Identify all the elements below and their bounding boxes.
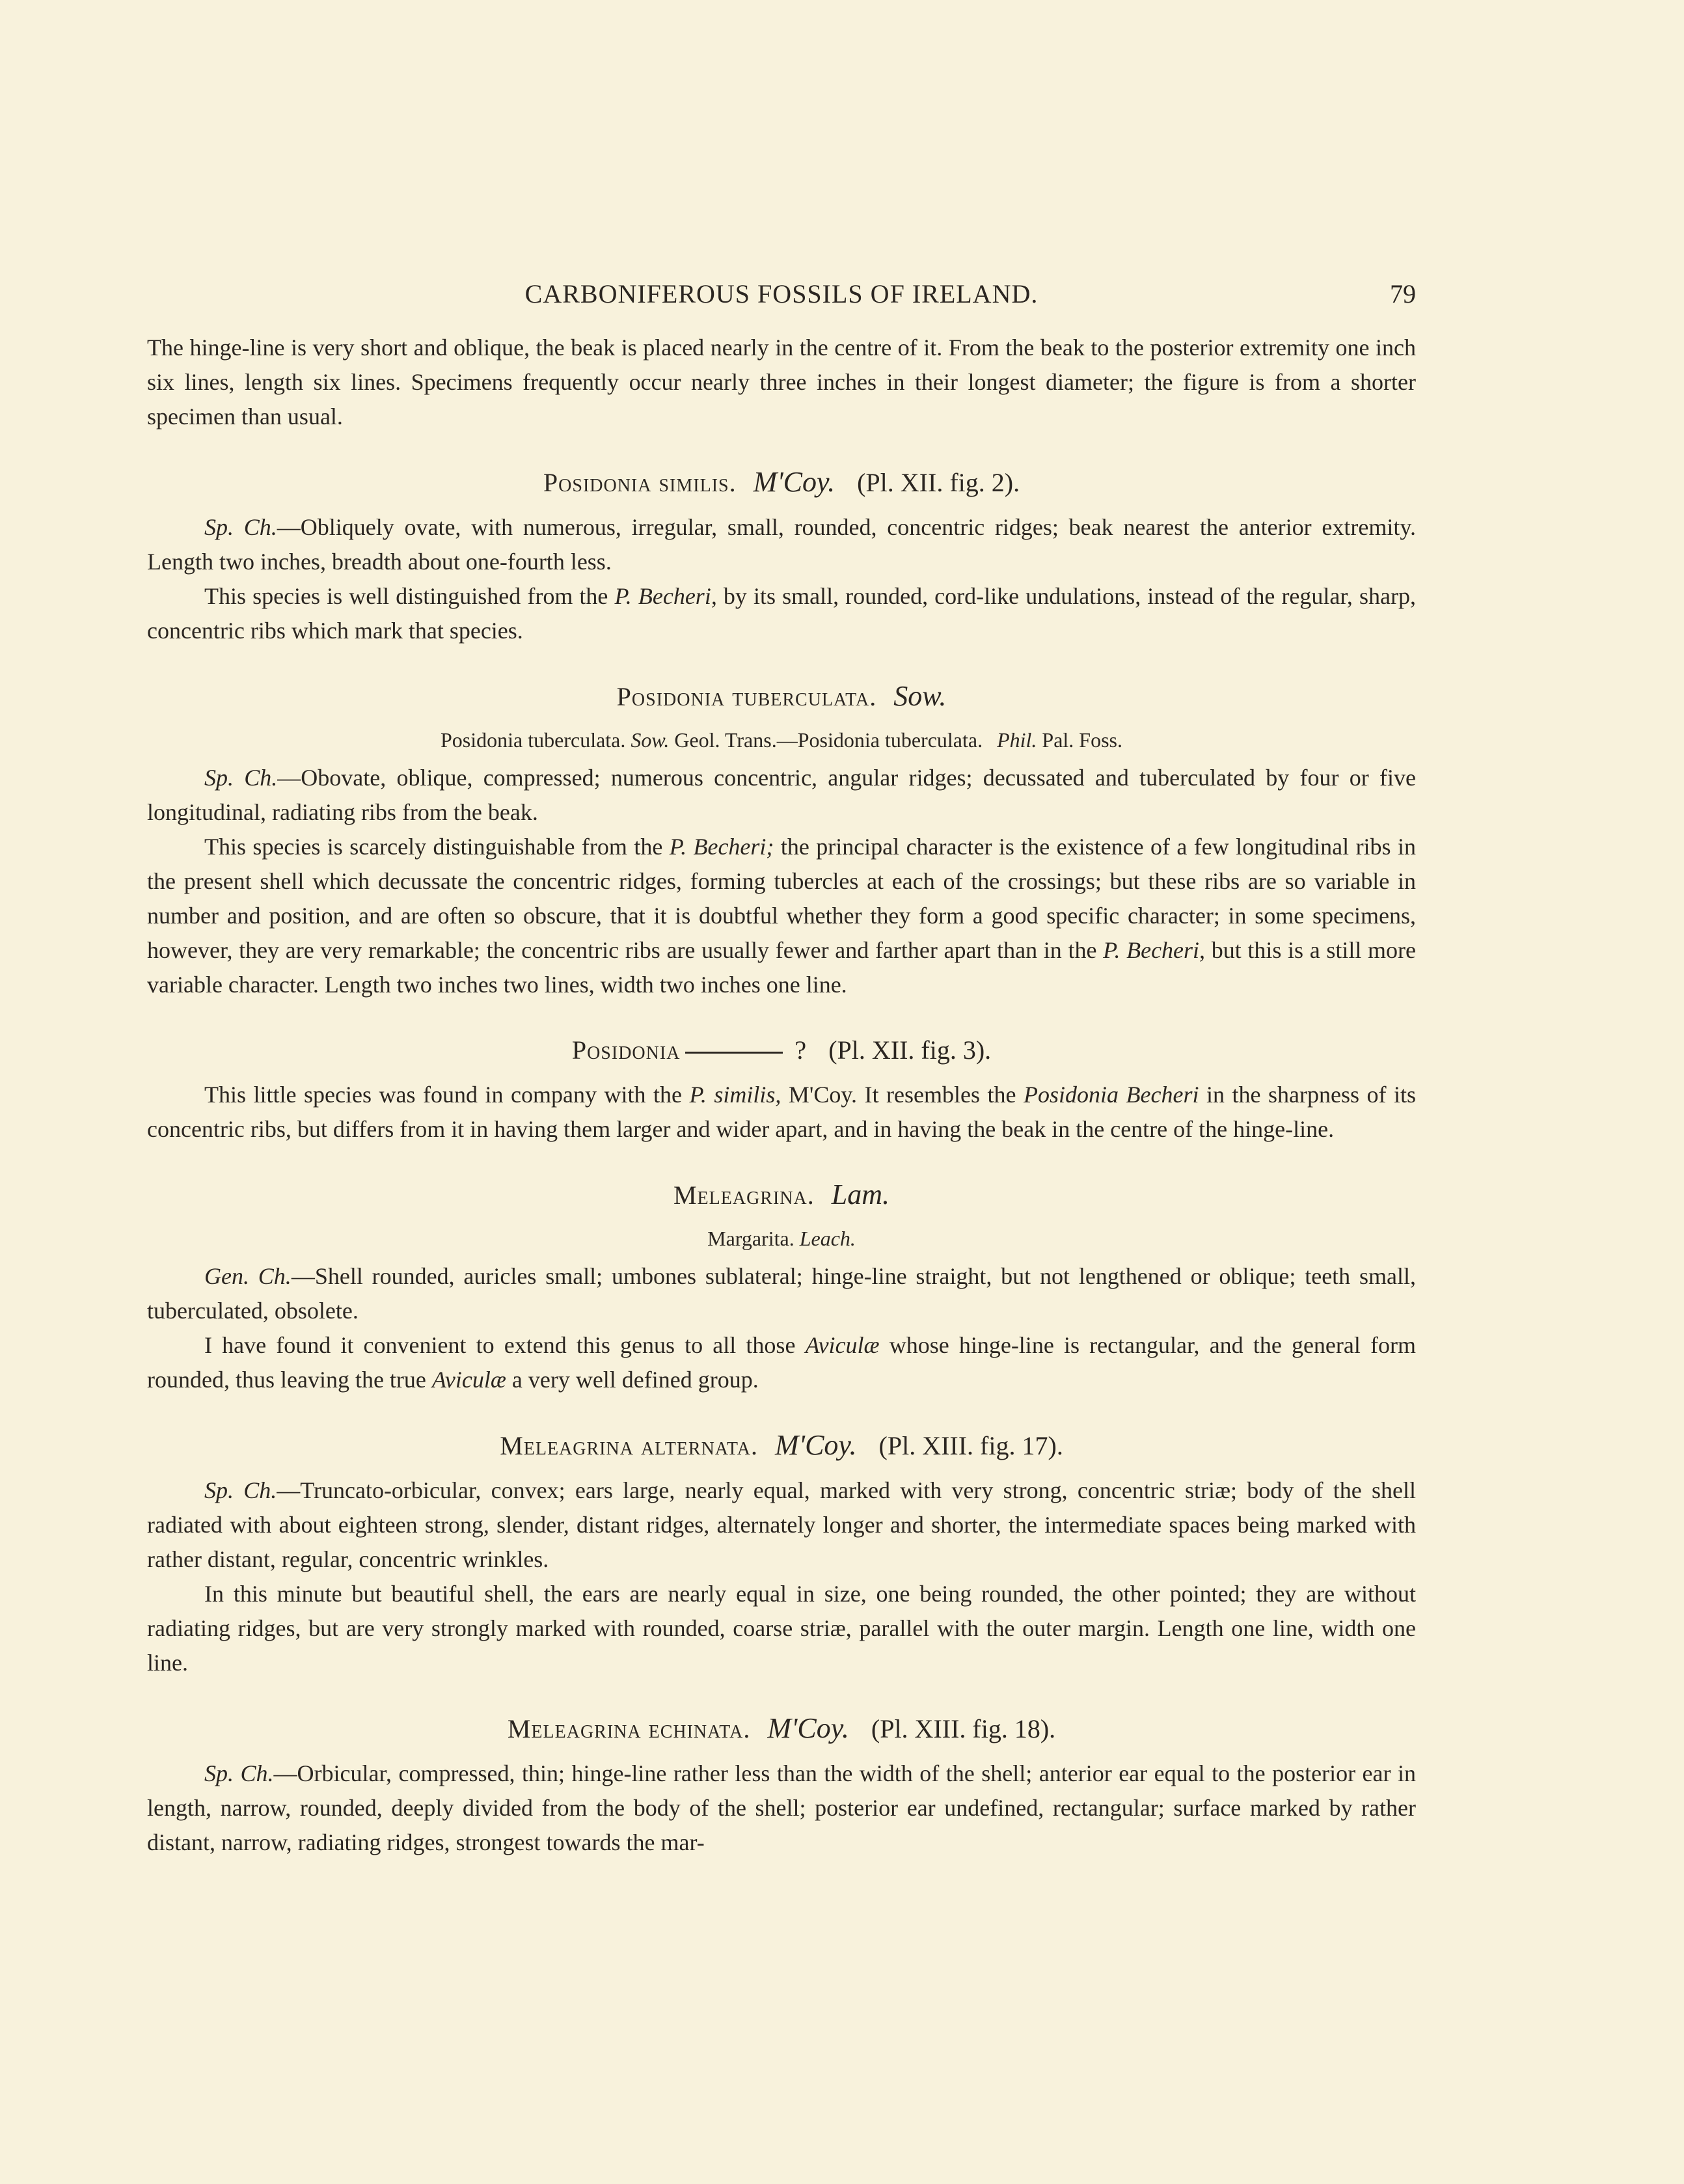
- sp-ch-text: —Truncato-orbicular, convex; ears large, nearly equal, marked with very strong, concentric striæ; body of the shell radiated with about eighteen strong, slender, distant ridges, alternately longer and shorter, the intermediate spaces being marked with rather distant, regular, concentric wrinkles.: [147, 1477, 1416, 1572]
- genus-heading-meleagrina: [147, 1175, 1416, 1215]
- remark-text: by its small, rounded, cord-like undulations, instead of the regular, sharp, concentric ribs which mark that species.: [147, 583, 1416, 644]
- remark-italic: Aviculæ: [805, 1332, 880, 1358]
- generic-character: [147, 1259, 1416, 1328]
- running-head: [147, 279, 1416, 318]
- synonym-author: Leach.: [799, 1227, 856, 1250]
- species-heading-posidonia-unnamed: [147, 1031, 1416, 1070]
- synonym-author: Sow.: [631, 728, 670, 752]
- query-mark: ?: [794, 1035, 807, 1065]
- synonym-name: Posidonia tuberculata.: [441, 728, 626, 752]
- page-number: 79: [1390, 279, 1416, 308]
- species-author: Sow.: [893, 680, 947, 712]
- remark-text: I have found it convenient to extend this genus to all those: [204, 1332, 806, 1358]
- plate-reference: (Pl. XIII. fig. 17).: [878, 1431, 1063, 1460]
- remark-italic: Posidonia Becheri: [1024, 1082, 1199, 1108]
- remarks-paragraph: [147, 1328, 1416, 1397]
- gen-ch-label: Gen. Ch.: [204, 1263, 292, 1289]
- sp-ch-label: Sp. Ch.: [204, 765, 278, 791]
- remark-text: a very well defined group.: [506, 1367, 759, 1393]
- synonym-source: Geol. Trans.—Posidonia tuberculata.: [674, 728, 983, 752]
- genus-author: Lam.: [831, 1179, 890, 1210]
- specific-character: [147, 510, 1416, 579]
- remark-italic: P. similis,: [689, 1082, 781, 1108]
- synonym-source: Pal. Foss.: [1042, 728, 1122, 752]
- synonymy-line: [147, 1223, 1416, 1254]
- remark-text: the principal character is the existence of a few longitudinal ribs in the present shell which decussate the concentric ridges, forming tubercles at each of the crossings; but these ribs are so variable in number and position, and are often so obscure, that it is doubtful whether they form a good specific character; in some specimens, however, they are very remarkable; the concentric ribs are usually fewer and farther apart than in the: [147, 834, 1416, 963]
- remarks-paragraph: [147, 579, 1416, 648]
- remark-italic: P. Becheri;: [669, 834, 774, 860]
- intro-paragraph: The hinge-line is very short and oblique, the beak is placed nearly in the centre of it. From the beak to the posterior extremity one inch six lines, length six lines. Specimens frequently occur nearly three inches in their longest diameter; the figure is from a shorter specimen than usual.: [147, 334, 1416, 430]
- remarks-paragraph: [147, 1078, 1416, 1147]
- sp-ch-text: —Orbicular, compressed, thin; hinge-line rather less than the width of the shell; anterior ear equal to the posterior ear in length, narrow, rounded, deeply divided from the body of the shell; posterior ear undefined, rectangular; surface marked by rather distant, narrow, radiating ridges, strongest towards the mar-: [147, 1760, 1416, 1855]
- remark-text: M'Coy. It resembles the: [781, 1082, 1024, 1108]
- remark-italic: P. Becheri,: [614, 583, 717, 609]
- plate-reference: (Pl. XIII. fig. 18).: [871, 1714, 1056, 1743]
- species-author: M'Coy.: [753, 466, 835, 498]
- species-name: Posidonia similis.: [543, 468, 737, 497]
- specific-character: [147, 1473, 1416, 1577]
- genus-name: Meleagrina.: [673, 1181, 815, 1210]
- species-name: Meleagrina alternata.: [500, 1431, 759, 1460]
- running-title: CARBONIFEROUS FOSSILS OF IRELAND.: [524, 279, 1039, 308]
- remark-text: whose hinge-line is rectangular, and the general form rounded, thus leaving the true: [147, 1332, 1416, 1393]
- sp-ch-label: Sp. Ch.: [204, 1477, 277, 1503]
- synonym-name: Margarita.: [707, 1227, 794, 1250]
- remark-text: This little species was found in company with the: [204, 1082, 690, 1108]
- sp-ch-label: Sp. Ch.: [204, 514, 277, 540]
- remarks-paragraph: [147, 830, 1416, 1002]
- synonym-author: Phil.: [997, 728, 1037, 752]
- species-name: Meleagrina echinata.: [507, 1714, 751, 1743]
- species-author: M'Coy.: [767, 1712, 849, 1744]
- species-author: M'Coy.: [775, 1429, 857, 1461]
- plate-reference: (Pl. XII. fig. 2).: [857, 468, 1020, 497]
- specific-character: [147, 761, 1416, 830]
- sp-ch-text: —Obliquely ovate, with numerous, irregular, small, rounded, concentric ridges; beak nearest the anterior extremity. Length two inches, breadth about one-fourth less.: [147, 514, 1416, 575]
- species-name: Posidonia tuberculata.: [616, 682, 877, 711]
- remark-text: This species is well distinguished from the: [204, 583, 615, 609]
- specific-character: [147, 1756, 1416, 1860]
- gen-ch-text: —Shell rounded, auricles small; umbones sublateral; hinge-line straight, but not lengthened or oblique; teeth small, tuberculated, obsolete.: [147, 1263, 1416, 1324]
- species-heading-meleagrina-echinata: [147, 1709, 1416, 1749]
- remark-italic: Aviculæ: [431, 1367, 506, 1393]
- blank-rule: [685, 1052, 783, 1054]
- sp-ch-label: Sp. Ch.: [204, 1760, 274, 1786]
- synonymy-line: [147, 724, 1416, 756]
- species-heading-posidonia-similis: [147, 463, 1416, 502]
- remarks-paragraph: In this minute but beautiful shell, the ears are nearly equal in size, one being rounded, the other pointed; they are without radiating ridges, but are very strongly marked with rounded, coarse striæ, parallel with the outer margin. Length one line, width one line.: [147, 1581, 1416, 1676]
- species-heading-posidonia-tuberculata: [147, 677, 1416, 717]
- sp-ch-text: —Obovate, oblique, compressed; numerous concentric, angular ridges; decussated and tuberculated by four or five longitudinal, radiating ribs from the beak.: [147, 765, 1416, 825]
- remark-text: This species is scarcely distinguishable from the: [204, 834, 670, 860]
- remark-text: in the sharpness of its concentric ribs, but differs from it in having them larger and wider apart, and in having the beak in the centre of the hinge-line.: [147, 1082, 1416, 1142]
- remark-text: but this is a still more variable character. Length two inches two lines, width two inches one line.: [147, 937, 1416, 998]
- species-heading-meleagrina-alternata: [147, 1426, 1416, 1466]
- plate-reference: (Pl. XII. fig. 3).: [828, 1035, 992, 1065]
- page-body: [147, 279, 1416, 1860]
- remark-italic: P. Becheri,: [1103, 937, 1206, 963]
- species-name: Posidonia: [571, 1035, 681, 1065]
